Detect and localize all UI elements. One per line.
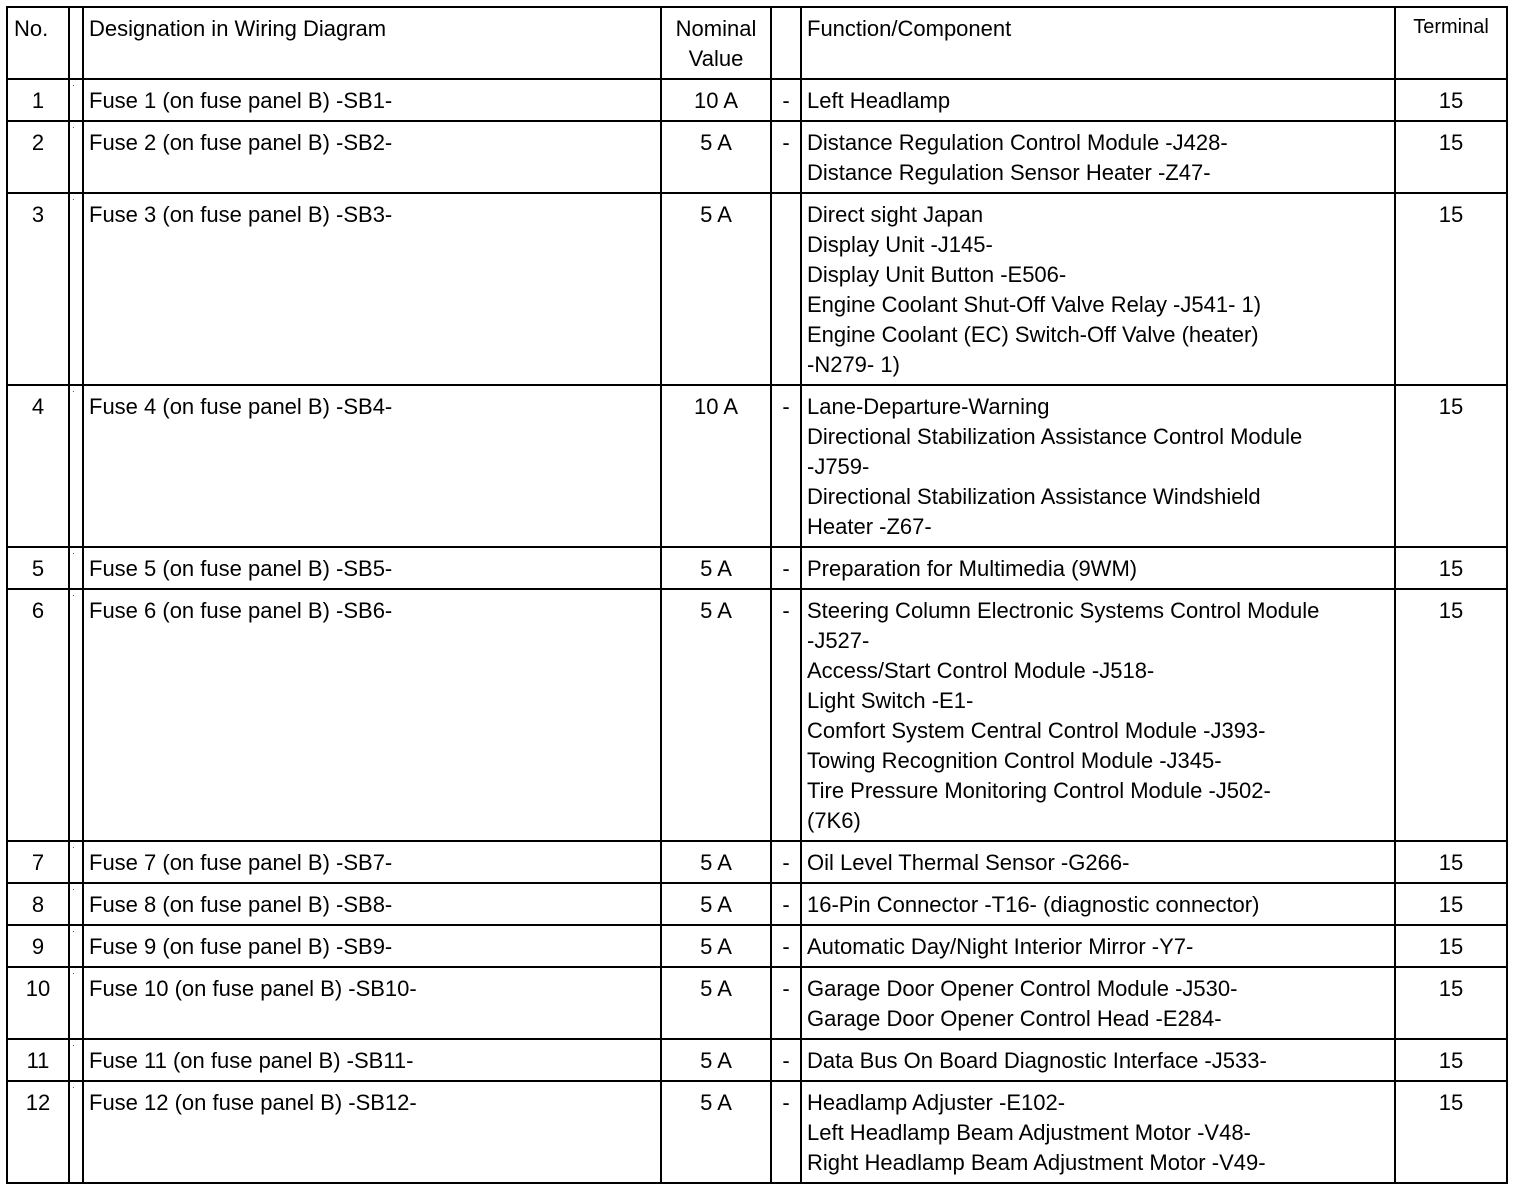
row-mark: · [69,925,83,967]
row-mark: · [69,547,83,589]
function-line: Tire Pressure Monitoring Control Module -J502- [807,778,1271,803]
fuse-table [6,6,1508,1184]
function-line: Light Switch -E1- [807,688,974,713]
function-line: Oil Level Thermal Sensor -G266- [807,850,1130,875]
fuse-designation: Fuse 11 (on fuse panel B) -SB11- [83,1039,661,1081]
dash-cell: - [771,1081,801,1183]
row-mark: · [69,121,83,193]
header-nominal-value: Nominal Value [661,7,771,79]
function-component [801,79,1395,121]
terminal: 15 [1395,883,1507,925]
terminal: 15 [1395,1039,1507,1081]
function-line: -N279- 1) [807,352,900,377]
terminal: 15 [1395,79,1507,121]
function-line: Distance Regulation Control Module -J428- [807,130,1228,155]
function-component [801,925,1395,967]
row-mark: · [69,883,83,925]
function-component [801,841,1395,883]
function-component [801,1039,1395,1081]
row-mark: · [69,1081,83,1183]
function-line: Steering Column Electronic Systems Control Module [807,598,1320,623]
function-line: Access/Start Control Module -J518- [807,658,1155,683]
fuse-designation: Fuse 4 (on fuse panel B) -SB4- [83,385,661,547]
dash-cell: - [771,547,801,589]
function-line: Heater -Z67- [807,514,932,539]
nominal-value: 5 A [661,967,771,1039]
function-line: Engine Coolant Shut-Off Valve Relay -J541- 1) [807,292,1262,317]
function-component [801,967,1395,1039]
function-line: Automatic Day/Night Interior Mirror -Y7- [807,934,1194,959]
fuse-designation: Fuse 2 (on fuse panel B) -SB2- [83,121,661,193]
row-mark: · [69,79,83,121]
header-row [7,7,1507,79]
header-dash-spacer [771,7,801,79]
function-line: -J527- [807,628,870,653]
function-line: Lane-Departure-Warning [807,394,1050,419]
fuse-designation: Fuse 1 (on fuse panel B) -SB1- [83,79,661,121]
fuse-designation: Fuse 9 (on fuse panel B) -SB9- [83,925,661,967]
dash-cell: - [771,883,801,925]
function-line: Preparation for Multimedia (9WM) [807,556,1138,581]
fuse-number: 10 [7,967,69,1039]
fuse-number: 3 [7,193,69,385]
function-line: Comfort System Central Control Module -J393- [807,718,1266,743]
dash-cell: - [771,79,801,121]
function-component [801,547,1395,589]
fuse-designation: Fuse 3 (on fuse panel B) -SB3- [83,193,661,385]
function-line: Direct sight Japan [807,202,984,227]
terminal: 15 [1395,121,1507,193]
row-mark: · [69,589,83,841]
dash-cell: - [771,1039,801,1081]
function-line: Left Headlamp [807,88,951,113]
fuse-designation: Fuse 12 (on fuse panel B) -SB12- [83,1081,661,1183]
function-component [801,883,1395,925]
row-mark: · [69,1039,83,1081]
function-line: (7K6) [807,808,861,833]
fuse-number: 2 [7,121,69,193]
function-component [801,385,1395,547]
fuse-table-body [7,79,1507,1183]
terminal: 15 [1395,841,1507,883]
nominal-value: 5 A [661,1039,771,1081]
row-mark: · [69,967,83,1039]
fuse-number: 9 [7,925,69,967]
function-line: Data Bus On Board Diagnostic Interface -J533- [807,1048,1267,1073]
terminal: 15 [1395,385,1507,547]
table-row [7,1039,1507,1081]
function-line: Right Headlamp Beam Adjustment Motor -V49- [807,1150,1266,1175]
table-row [7,79,1507,121]
nominal-value: 5 A [661,925,771,967]
nominal-value: 10 A [661,385,771,547]
dash-cell: - [771,925,801,967]
fuse-number: 11 [7,1039,69,1081]
dash-cell: - [771,121,801,193]
table-row [7,547,1507,589]
nominal-value: 5 A [661,193,771,385]
function-line: Distance Regulation Sensor Heater -Z47- [807,160,1211,185]
fuse-number: 1 [7,79,69,121]
table-row [7,883,1507,925]
function-component [801,121,1395,193]
function-line: Display Unit -J145- [807,232,993,257]
nominal-value: 5 A [661,841,771,883]
row-mark: · [69,841,83,883]
function-line: Directional Stabilization Assistance Windshield [807,484,1261,509]
function-line: 16-Pin Connector -T16- (diagnostic connector) [807,892,1260,917]
terminal: 15 [1395,547,1507,589]
fuse-designation: Fuse 7 (on fuse panel B) -SB7- [83,841,661,883]
header-spacer [69,7,83,79]
terminal: 15 [1395,589,1507,841]
fuse-number: 12 [7,1081,69,1183]
function-line: Engine Coolant (EC) Switch-Off Valve (heater) [807,322,1259,347]
function-component [801,589,1395,841]
fuse-designation: Fuse 10 (on fuse panel B) -SB10- [83,967,661,1039]
nominal-value: 5 A [661,589,771,841]
function-line: Headlamp Adjuster -E102- [807,1090,1066,1115]
function-line: Left Headlamp Beam Adjustment Motor -V48- [807,1120,1251,1145]
header-terminal: Terminal [1395,7,1507,79]
table-row [7,121,1507,193]
terminal: 15 [1395,925,1507,967]
fuse-number: 4 [7,385,69,547]
table-row [7,193,1507,385]
dash-cell [771,193,801,385]
function-component [801,1081,1395,1183]
function-line: Display Unit Button -E506- [807,262,1067,287]
nominal-value: 5 A [661,547,771,589]
dash-cell: - [771,967,801,1039]
function-line: Garage Door Opener Control Module -J530- [807,976,1238,1001]
table-row [7,1081,1507,1183]
nominal-value: 5 A [661,121,771,193]
function-component [801,193,1395,385]
row-mark: · [69,193,83,385]
table-row [7,589,1507,841]
table-row [7,967,1507,1039]
dash-cell: - [771,841,801,883]
nominal-value: 5 A [661,883,771,925]
fuse-designation: Fuse 6 (on fuse panel B) -SB6- [83,589,661,841]
fuse-number: 5 [7,547,69,589]
fuse-designation: Fuse 5 (on fuse panel B) -SB5- [83,547,661,589]
fuse-number: 8 [7,883,69,925]
nominal-value: 10 A [661,79,771,121]
fuse-number: 7 [7,841,69,883]
terminal: 15 [1395,193,1507,385]
function-line: Towing Recognition Control Module -J345- [807,748,1222,773]
table-row [7,841,1507,883]
terminal: 15 [1395,1081,1507,1183]
function-line: Directional Stabilization Assistance Control Module [807,424,1303,449]
nominal-value: 5 A [661,1081,771,1183]
header-no: No. [7,7,69,79]
header-designation: Designation in Wiring Diagram [83,7,661,79]
table-row [7,385,1507,547]
dash-cell: - [771,589,801,841]
table-row [7,925,1507,967]
function-line: Garage Door Opener Control Head -E284- [807,1006,1222,1031]
terminal: 15 [1395,967,1507,1039]
fuse-designation: Fuse 8 (on fuse panel B) -SB8- [83,883,661,925]
fuse-number: 6 [7,589,69,841]
dash-cell: - [771,385,801,547]
header-function: Function/Component [801,7,1395,79]
function-line: -J759- [807,454,870,479]
row-mark: · [69,385,83,547]
